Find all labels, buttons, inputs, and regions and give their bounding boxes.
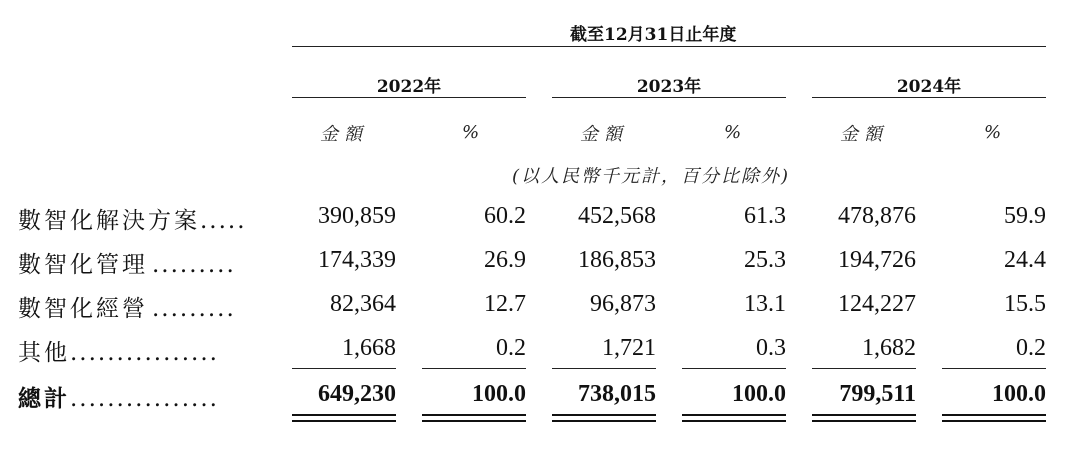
- year-underline-2022: [292, 97, 526, 98]
- total-2023-amount: 738,015: [578, 381, 656, 407]
- cell-2023-amount: 1,721: [602, 335, 656, 361]
- double-underline-2022-amount: [292, 414, 396, 422]
- double-underline-2023-pct: [682, 414, 786, 422]
- row-label-text: 數智化管理: [18, 252, 148, 278]
- row-label-text: 數智化解決方案: [18, 208, 200, 234]
- cell-2024-amount: 1,682: [862, 335, 916, 361]
- cell-2024-amount: 124,227: [838, 291, 916, 317]
- double-underline-2022-pct: [422, 414, 526, 422]
- total-2022-amount: 649,230: [318, 381, 396, 407]
- subtotal-line-2024-amount: [812, 368, 916, 369]
- pct-header-2023: %: [724, 122, 742, 143]
- cell-2022-amount: 1,668: [342, 335, 396, 361]
- subtotal-line-2022-amount: [292, 368, 396, 369]
- subtotal-line-2024-pct: [942, 368, 1046, 369]
- pct-header-2022: %: [462, 122, 480, 143]
- cell-2024-pct: 0.2: [1016, 335, 1046, 361]
- cell-2023-pct: 61.3: [744, 203, 786, 229]
- total-2022-pct: 100.0: [472, 381, 526, 407]
- year-header-2022: 2022年: [376, 77, 442, 97]
- period-header: 截至12月31日止年度: [570, 25, 737, 45]
- row-label-total: [18, 380, 219, 413]
- cell-2022-pct: 0.2: [496, 335, 526, 361]
- cell-2022-amount: 174,339: [318, 247, 396, 273]
- dot-leader: .....: [200, 208, 247, 234]
- row-label-other: [18, 334, 219, 367]
- row-label-text: 其他: [18, 340, 70, 366]
- row-label-operations: [18, 290, 236, 323]
- cell-2022-pct: 26.9: [484, 247, 526, 273]
- dot-leader: ................: [70, 386, 219, 412]
- cell-2022-amount: 82,364: [330, 291, 396, 317]
- row-label-text: 總計: [18, 385, 70, 412]
- year-header-2024: 2024年: [896, 77, 962, 97]
- amount-header-2022: 金額: [320, 124, 368, 145]
- cell-2023-pct: 25.3: [744, 247, 786, 273]
- year-header-2023: 2023年: [636, 77, 702, 97]
- unit-note: (以人民幣千元計，百分比除外): [512, 166, 791, 187]
- cell-2024-amount: 478,876: [838, 203, 916, 229]
- dot-leader: .........: [152, 252, 236, 278]
- dot-leader: .........: [152, 296, 236, 322]
- amount-header-2023: 金額: [580, 124, 628, 145]
- cell-2024-pct: 24.4: [1004, 247, 1046, 273]
- cell-2023-amount: 96,873: [590, 291, 656, 317]
- cell-2024-amount: 194,726: [838, 247, 916, 273]
- cell-2023-pct: 0.3: [756, 335, 786, 361]
- total-2024-amount: 799,511: [839, 381, 916, 407]
- cell-2022-pct: 12.7: [484, 291, 526, 317]
- cell-2024-pct: 15.5: [1004, 291, 1046, 317]
- double-underline-2024-pct: [942, 414, 1046, 422]
- year-underline-2024: [812, 97, 1046, 98]
- dot-leader: ................: [70, 340, 219, 366]
- amount-header-2024: 金額: [840, 124, 888, 145]
- year-underline-2023: [552, 97, 786, 98]
- subtotal-line-2022-pct: [422, 368, 526, 369]
- pct-header-2024: %: [984, 122, 1002, 143]
- double-underline-2024-amount: [812, 414, 916, 422]
- row-label-text: 數智化經營: [18, 296, 148, 322]
- cell-2022-amount: 390,859: [318, 203, 396, 229]
- subtotal-line-2023-pct: [682, 368, 786, 369]
- double-underline-2023-amount: [552, 414, 656, 422]
- cell-2022-pct: 60.2: [484, 203, 526, 229]
- subtotal-line-2023-amount: [552, 368, 656, 369]
- total-2024-pct: 100.0: [992, 381, 1046, 407]
- cell-2023-amount: 452,568: [578, 203, 656, 229]
- period-underline: [292, 46, 1046, 47]
- row-label-solutions: [18, 202, 247, 235]
- cell-2023-amount: 186,853: [578, 247, 656, 273]
- cell-2023-pct: 13.1: [744, 291, 786, 317]
- row-label-management: [18, 246, 236, 279]
- total-2023-pct: 100.0: [732, 381, 786, 407]
- cell-2024-pct: 59.9: [1004, 203, 1046, 229]
